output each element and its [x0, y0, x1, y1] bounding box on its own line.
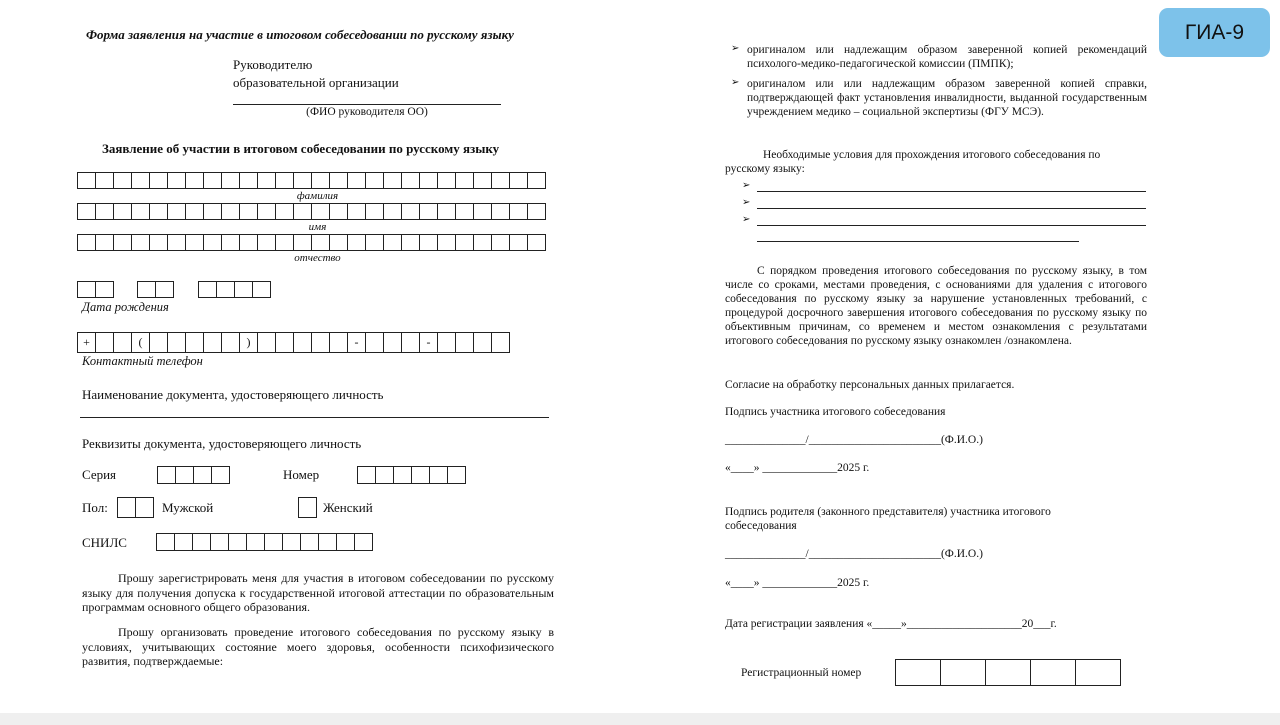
- grid-cell[interactable]: [527, 234, 546, 251]
- birthdate-caption: Дата рождения: [82, 300, 169, 314]
- grid-cell[interactable]: [95, 234, 114, 251]
- participant-fio-line[interactable]: ______________/_______________________(Ф.И.О.): [725, 434, 983, 446]
- grid-cell[interactable]: [336, 533, 355, 551]
- grid-cell[interactable]: [282, 533, 301, 551]
- grid-cell[interactable]: [113, 332, 132, 353]
- grid-cell[interactable]: [365, 234, 384, 251]
- grid-cell[interactable]: [419, 203, 438, 220]
- grid-cell[interactable]: [131, 172, 150, 189]
- grid-cell[interactable]: [246, 533, 265, 551]
- name-caption: имя: [308, 221, 327, 233]
- addressee-caption: (ФИО руководителя ОО): [306, 106, 428, 118]
- grid-cell[interactable]: [149, 172, 168, 189]
- patronymic-grid[interactable]: [77, 234, 546, 251]
- gender-label: Пол:: [82, 500, 108, 515]
- grid-cell[interactable]: [131, 203, 150, 220]
- surname-caption: фамилия: [296, 190, 339, 202]
- grid-cell[interactable]: [311, 172, 330, 189]
- grid-cell[interactable]: [95, 203, 114, 220]
- grid-cell[interactable]: [113, 234, 132, 251]
- doc-details-label: Реквизиты документа, удостоверяющего личность: [82, 436, 362, 451]
- doc-name-line[interactable]: [80, 417, 549, 418]
- grid-cell[interactable]: [347, 203, 366, 220]
- patronymic-caption: отчество: [294, 252, 341, 264]
- grid-cell[interactable]: [329, 234, 348, 251]
- phone-caption: Контактный телефон: [82, 354, 203, 368]
- grid-cell[interactable]: [473, 172, 492, 189]
- grid-cell[interactable]: (: [131, 332, 150, 353]
- grid-cell[interactable]: [437, 234, 456, 251]
- grid-cell[interactable]: -: [347, 332, 366, 353]
- condition-line-1[interactable]: [757, 191, 1146, 192]
- grid-cell[interactable]: [509, 203, 528, 220]
- grid-cell[interactable]: [221, 332, 240, 353]
- grid-cell[interactable]: [455, 332, 474, 353]
- grid-cell[interactable]: [354, 533, 373, 551]
- grid-cell[interactable]: [167, 332, 186, 353]
- female-label: Женский: [323, 500, 373, 515]
- grid-cell[interactable]: [401, 332, 420, 353]
- grid-cell[interactable]: [203, 234, 222, 251]
- addressee-line1: Руководителю: [233, 57, 313, 72]
- grid-cell[interactable]: [491, 172, 510, 189]
- grid-cell[interactable]: [455, 172, 474, 189]
- bottom-strip: [0, 713, 1280, 725]
- grid-cell[interactable]: [300, 533, 319, 551]
- grid-cell[interactable]: [509, 234, 528, 251]
- grid-cell[interactable]: [77, 172, 96, 189]
- grid-cell[interactable]: [239, 203, 258, 220]
- grid-cell[interactable]: [365, 332, 384, 353]
- grid-cell[interactable]: ): [239, 332, 258, 353]
- grid-cell[interactable]: [275, 332, 294, 353]
- doc-name-label: Наименование документа, удостоверяющего личность: [82, 387, 384, 402]
- grid-cell[interactable]: [203, 332, 222, 353]
- participant-sign-label: Подпись участника итогового собеседования: [725, 406, 946, 418]
- phone-grid[interactable]: [77, 332, 510, 353]
- grid-cell[interactable]: [113, 203, 132, 220]
- grid-cell[interactable]: -: [419, 332, 438, 353]
- grid-cell[interactable]: [257, 203, 276, 220]
- registration-number-grid[interactable]: [895, 659, 1121, 686]
- grid-cell[interactable]: [203, 203, 222, 220]
- surname-grid[interactable]: [77, 172, 546, 189]
- grid-cell[interactable]: [329, 203, 348, 220]
- grid-cell[interactable]: [210, 533, 229, 551]
- grid-cell[interactable]: [383, 332, 402, 353]
- registration-number-label: Регистрационный номер: [741, 667, 862, 679]
- grid-cell[interactable]: [293, 203, 312, 220]
- grid-cell[interactable]: [383, 203, 402, 220]
- grid-cell[interactable]: [383, 234, 402, 251]
- grid-cell[interactable]: [239, 172, 258, 189]
- condition-line-3[interactable]: [757, 225, 1146, 226]
- grid-cell[interactable]: [228, 533, 247, 551]
- grid-cell[interactable]: [419, 234, 438, 251]
- snils-label: СНИЛС: [82, 535, 127, 550]
- snils-grid[interactable]: [156, 533, 373, 551]
- form-title: Форма заявления на участие в итоговом собеседовании по русскому языку: [86, 27, 514, 42]
- grid-cell[interactable]: [149, 203, 168, 220]
- paragraph-conditions: Прошу организовать проведение итогового собеседования по русскому языку в условиях, учитывающих состояние моего здоровья, особенности психофизического развития, подтверждаемые:: [82, 625, 554, 668]
- grid-cell[interactable]: [167, 234, 186, 251]
- grid-cell[interactable]: [221, 172, 240, 189]
- registration-date-line[interactable]: Дата регистрации заявления «_____»____________________20___г.: [725, 618, 1057, 630]
- grid-cell[interactable]: [455, 234, 474, 251]
- grid-cell[interactable]: [77, 234, 96, 251]
- grid-cell[interactable]: [365, 203, 384, 220]
- participant-date-line[interactable]: «____» _____________2025 г.: [725, 462, 870, 474]
- grid-cell[interactable]: [149, 234, 168, 251]
- bullet-disability: оригиналом или или надлежащим образом заверенной копией справки, подтверждающей факт установления инвалидности, выданной государственным учреждением медико – социальной экспертизы (ФГУ МСЭ).: [747, 78, 1147, 118]
- grid-cell[interactable]: [257, 234, 276, 251]
- statement-title: Заявление об участии в итоговом собеседовании по русскому языку: [102, 141, 500, 156]
- birth-month-grid[interactable]: [137, 281, 174, 298]
- number-label: Номер: [283, 467, 320, 482]
- bullet-icon: ➢: [742, 180, 751, 191]
- grid-cell[interactable]: [365, 172, 384, 189]
- parent-fio-line[interactable]: ______________/_______________________(Ф.И.О.): [725, 548, 983, 560]
- grid-cell[interactable]: +: [77, 332, 96, 353]
- grid-cell[interactable]: [131, 234, 150, 251]
- grid-cell[interactable]: [185, 172, 204, 189]
- grid-cell[interactable]: [491, 234, 510, 251]
- grid-cell[interactable]: [275, 203, 294, 220]
- grid-cell[interactable]: [185, 332, 204, 353]
- grid-cell[interactable]: [329, 172, 348, 189]
- grid-cell[interactable]: [419, 172, 438, 189]
- gender-female-box[interactable]: [298, 497, 317, 518]
- grid-cell[interactable]: [149, 332, 168, 353]
- grid-cell[interactable]: [174, 533, 193, 551]
- grid-cell[interactable]: [293, 172, 312, 189]
- consent-text: Согласие на обработку персональных данных прилагается.: [725, 379, 1015, 391]
- grid-cell[interactable]: [311, 203, 330, 220]
- grid-cell[interactable]: [437, 203, 456, 220]
- name-grid[interactable]: [77, 203, 546, 220]
- grid-cell[interactable]: [221, 234, 240, 251]
- grid-cell[interactable]: [264, 533, 283, 551]
- grid-cell[interactable]: [311, 332, 330, 353]
- grid-cell[interactable]: [347, 172, 366, 189]
- grid-cell[interactable]: [257, 332, 276, 353]
- grid-cell[interactable]: [491, 332, 510, 353]
- addressee-signature-line[interactable]: [233, 104, 501, 105]
- grid-cell[interactable]: [239, 234, 258, 251]
- grid-cell[interactable]: [527, 172, 546, 189]
- grid-cell[interactable]: [491, 203, 510, 220]
- grid-cell[interactable]: [401, 234, 420, 251]
- grid-cell[interactable]: [329, 332, 348, 353]
- grid-cell[interactable]: [221, 203, 240, 220]
- conditions-intro: Необходимые условия для прохождения итогового собеседования по русскому языку:: [725, 149, 1101, 175]
- gender-male-boxes[interactable]: [117, 497, 154, 518]
- parent-sign-label: Подпись родителя (законного представителя) участника итогового собеседования: [725, 506, 1051, 532]
- grid-cell[interactable]: [401, 203, 420, 220]
- grid-cell[interactable]: [192, 533, 211, 551]
- grid-cell[interactable]: [311, 234, 330, 251]
- condition-line-4[interactable]: [757, 241, 1079, 242]
- grid-cell[interactable]: [401, 172, 420, 189]
- grid-cell[interactable]: [383, 172, 402, 189]
- grid-cell[interactable]: [156, 533, 175, 551]
- grid-cell[interactable]: [167, 203, 186, 220]
- birth-day-grid[interactable]: [77, 281, 114, 298]
- grid-cell[interactable]: [95, 172, 114, 189]
- grid-cell[interactable]: [203, 172, 222, 189]
- grid-cell[interactable]: [509, 172, 528, 189]
- grid-cell[interactable]: [293, 234, 312, 251]
- grid-cell[interactable]: [437, 332, 456, 353]
- bullet-icon: ➢: [731, 77, 740, 88]
- paragraph-register: Прошу зарегистрировать меня для участия в итоговом собеседовании по русскому языку для получения допуска к государственной итоговой аттестации по образовательным программам основного общего образования.: [82, 571, 554, 614]
- grid-cell[interactable]: [347, 234, 366, 251]
- grid-cell[interactable]: [318, 533, 337, 551]
- bullet-icon: ➢: [742, 197, 751, 208]
- grid-cell[interactable]: [473, 203, 492, 220]
- grid-cell[interactable]: [437, 172, 456, 189]
- parent-date-line[interactable]: «____» _____________2025 г.: [725, 577, 870, 589]
- grid-cell[interactable]: [275, 234, 294, 251]
- grid-cell[interactable]: [293, 332, 312, 353]
- series-grid[interactable]: [157, 466, 230, 484]
- series-label: Серия: [82, 467, 117, 482]
- grid-cell[interactable]: [185, 203, 204, 220]
- bullet-icon: ➢: [731, 43, 740, 54]
- grid-cell[interactable]: [257, 172, 276, 189]
- grid-cell[interactable]: [455, 203, 474, 220]
- bullet-icon: ➢: [742, 214, 751, 225]
- birth-year-grid[interactable]: [198, 281, 271, 298]
- procedure-text: С порядком проведения итогового собеседования по русскому языку, в том числе со сроками, местами проведения, с основаниями для удаления с итогового собеседования по русскому языку за нарушение установленных требований, с процедурой досрочного завершения итогового собеседования по русскому языку по объективным причинам, со временем и местом ознакомления с результатами итогового собеседования по русскому языку ознакомлен /ознакомлена.: [725, 265, 1147, 347]
- male-label: Мужской: [162, 500, 214, 515]
- bullet-pmpk: оригиналом или надлежащим образом заверенной копией рекомендаций психолого-медико-педагогической комиссии (ПМПК);: [747, 44, 1147, 70]
- number-grid[interactable]: [357, 466, 466, 484]
- grid-cell[interactable]: [185, 234, 204, 251]
- grid-cell[interactable]: [77, 203, 96, 220]
- gia9-badge: ГИА-9: [1159, 8, 1270, 57]
- condition-line-2[interactable]: [757, 208, 1146, 209]
- grid-cell[interactable]: [527, 203, 546, 220]
- grid-cell[interactable]: [95, 332, 114, 353]
- grid-cell[interactable]: [167, 172, 186, 189]
- grid-cell[interactable]: [113, 172, 132, 189]
- grid-cell[interactable]: [473, 234, 492, 251]
- addressee-line2: образовательной организации: [233, 75, 399, 90]
- grid-cell[interactable]: [275, 172, 294, 189]
- grid-cell[interactable]: [473, 332, 492, 353]
